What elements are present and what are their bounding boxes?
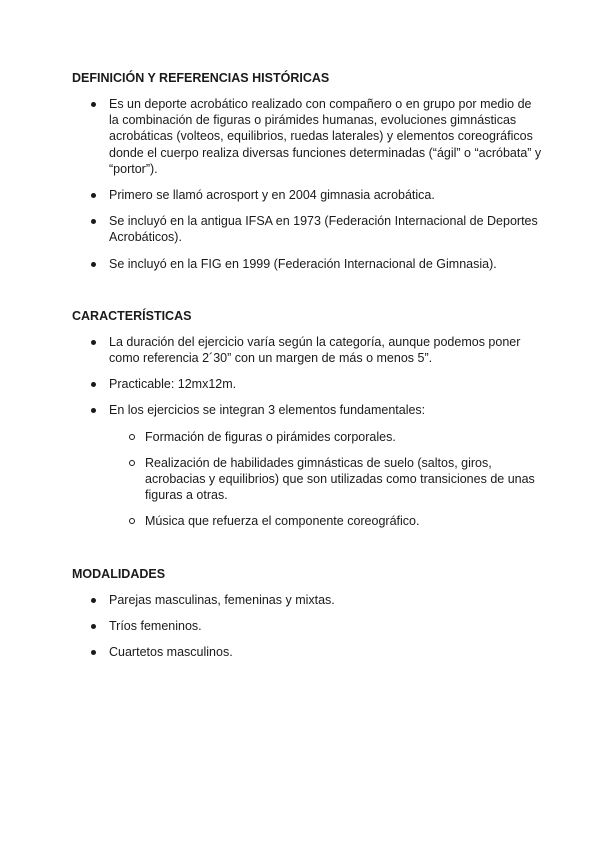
sub-list-item: Música que refuerza el componente coreográfico. [109, 513, 542, 529]
sub-bullet-list [109, 429, 542, 530]
list-item: Parejas masculinas, femeninas y mixtas. [72, 592, 542, 608]
section-modalidades [72, 566, 542, 661]
document-page [72, 70, 542, 670]
bullet-list [72, 96, 542, 272]
bullet-list [72, 334, 542, 530]
section-definicion [72, 70, 542, 272]
list-item [72, 402, 542, 529]
list-item: Cuartetos masculinos. [72, 644, 542, 660]
list-item: La duración del ejercicio varía según la categoría, aunque podemos poner como referencia 2´30” con un margen de más o menos 5”. [72, 334, 542, 366]
list-item: Primero se llamó acrosport y en 2004 gimnasia acrobática. [72, 187, 542, 203]
list-item: Tríos femeninos. [72, 618, 542, 634]
list-item: Se incluyó en la FIG en 1999 (Federación Internacional de Gimnasia). [72, 256, 542, 272]
section-heading: MODALIDADES [72, 566, 166, 581]
sub-list-item: Realización de habilidades gimnásticas de suelo (saltos, giros, acrobacias y equilibrios) que son utilizadas como transiciones de unas figuras a otras. [109, 455, 542, 504]
sub-list-item: Formación de figuras o pirámides corporales. [109, 429, 542, 445]
section-heading: CARACTERÍSTICAS [72, 308, 192, 323]
section-heading: DEFINICIÓN Y REFERENCIAS HISTÓRICAS [72, 71, 330, 85]
bullet-list [72, 592, 542, 661]
list-item: Se incluyó en la antigua IFSA en 1973 (Federación Internacional de Deportes Acrobáticos). [72, 213, 542, 245]
list-item-text: En los ejercicios se integran 3 elementos fundamentales: [109, 403, 426, 418]
list-item: Practicable: 12mx12m. [72, 376, 542, 392]
list-item: Es un deporte acrobático realizado con compañero o en grupo por medio de la combinación de figuras o pirámides humanas, evoluciones gimnásticas acrobáticas (volteos, equilibrios, ruedas laterales) y elementos coreográficos donde el cuerpo realiza diversas funciones determinadas (“ágil” o “acróbata” y “portor”). [72, 96, 542, 177]
section-caracteristicas [72, 308, 542, 530]
